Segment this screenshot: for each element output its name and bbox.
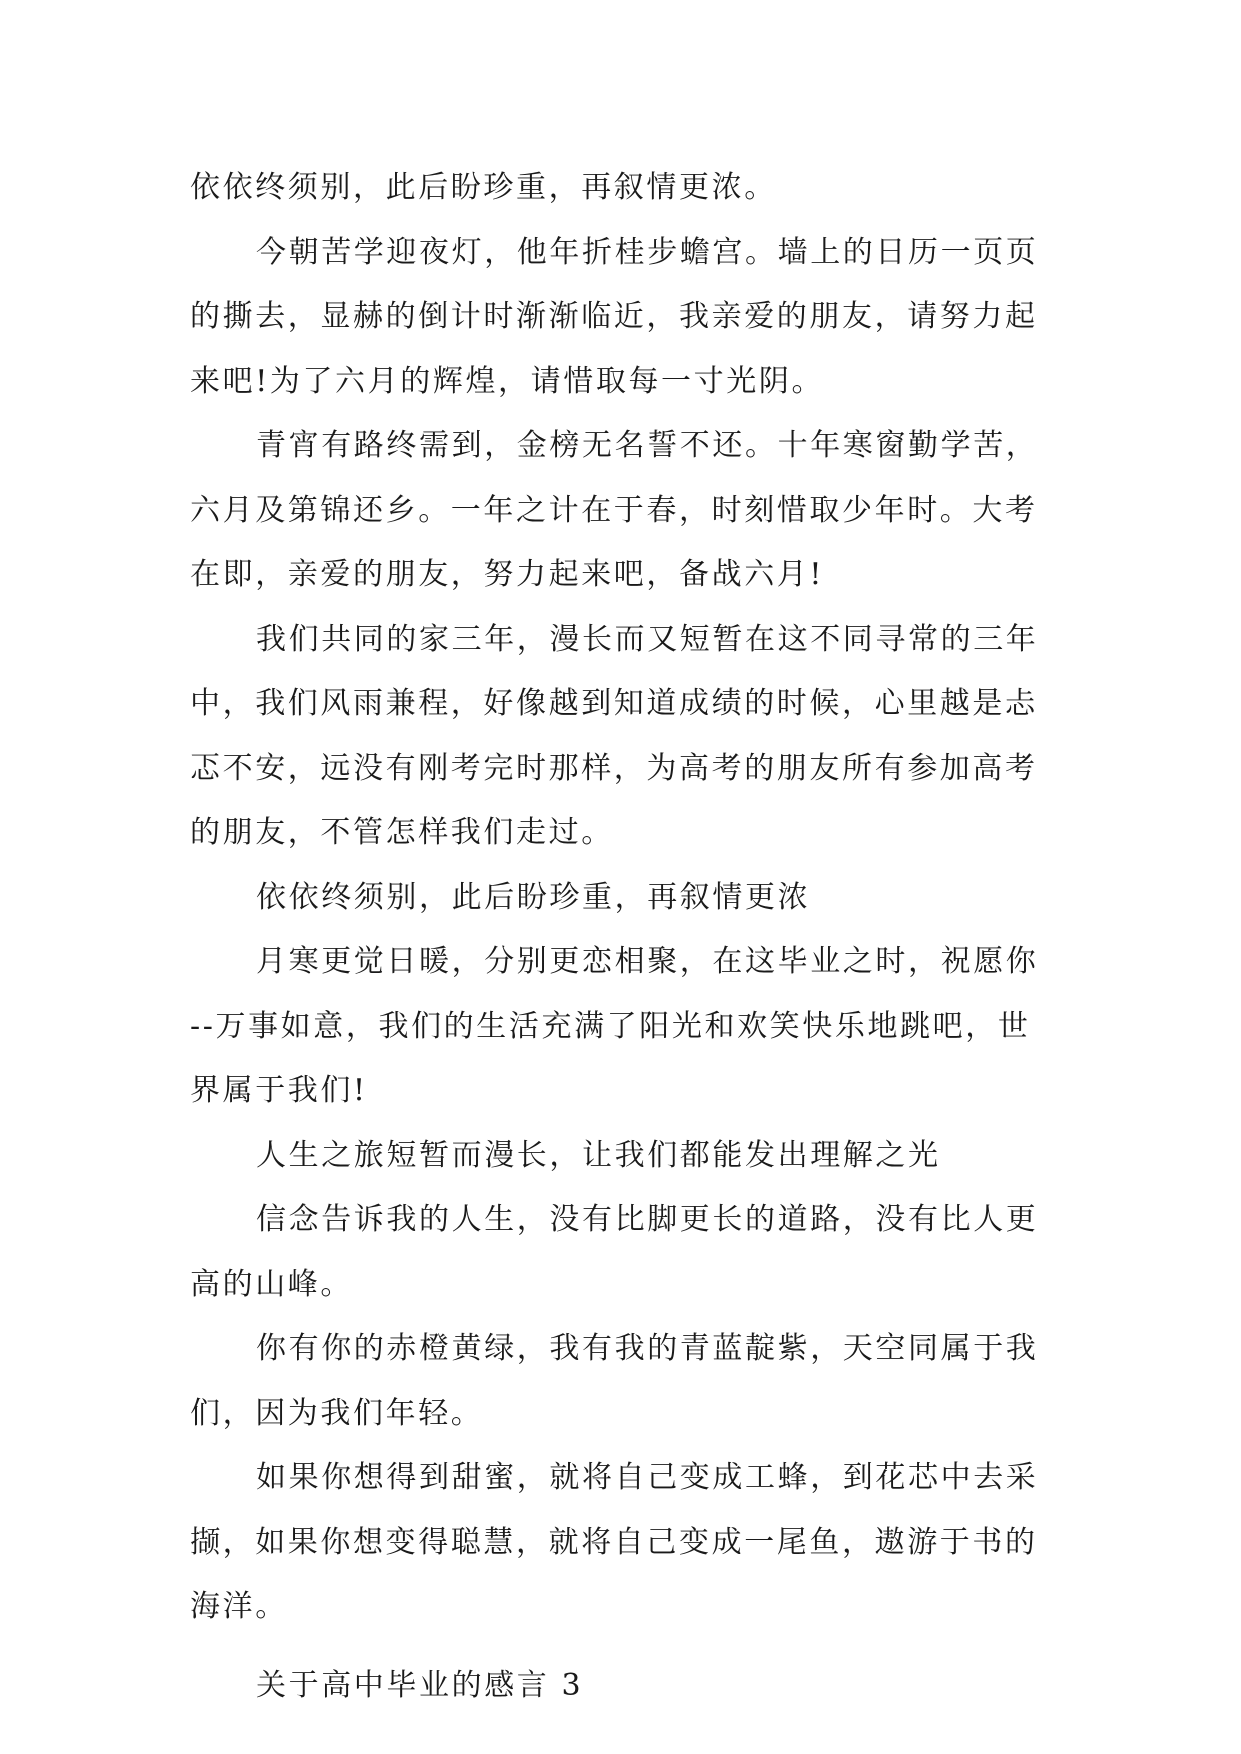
section-heading: 关于高中毕业的感言 3 — [256, 1667, 584, 1703]
text-line-11: 的朋友，不管怎样我们走过。 — [190, 815, 614, 850]
text-line-4: 来吧!为了六月的辉煌，请惜取每一寸光阴。 — [190, 363, 825, 399]
text-line-12: 依依终须别，此后盼珍重，再叙情更浓 — [256, 879, 811, 915]
text-line-5: 青宵有路终需到，金榜无名誓不还。十年寒窗勤学苦， — [256, 428, 1039, 463]
text-line-22: 撷，如果你想变得聪慧，就将自己变成一尾鱼，遨游于书的 — [190, 1524, 1038, 1560]
text-line-1: 依依终须别，此后盼珍重，再叙情更浓。 — [190, 170, 777, 205]
text-line-2: 今朝苦学迎夜灯，他年折桂步蟾宫。墙上的日历一页页 — [256, 234, 1039, 270]
text-line-16: 人生之旅短暂而漫长，让我们都能发出理解之光 — [256, 1137, 941, 1173]
text-line-10: 忑不安，远没有刚考完时那样，为高考的朋友所有参加高考 — [190, 750, 1038, 786]
text-line-8: 我们共同的家三年，漫长而又短暂在这不同寻常的三年 — [256, 621, 1039, 657]
text-line-13: 月寒更觉日暖，分别更恋相聚，在这毕业之时，祝愿你 — [256, 944, 1039, 979]
text-line-7: 在即，亲爱的朋友，努力起来吧，备战六月! — [190, 557, 825, 592]
document-body — [190, 156, 1050, 1718]
text-line-6: 六月及第锦还乡。一年之计在于春，时刻惜取少年时。大考 — [190, 492, 1038, 528]
text-line-3: 的撕去，显赫的倒计时渐渐临近，我亲爱的朋友，请努力起 — [190, 299, 1038, 334]
text-line-9: 中，我们风雨兼程，好像越到知道成绩的时候，心里越是忐 — [190, 686, 1038, 721]
text-line-15: 界属于我们! — [190, 1073, 368, 1108]
text-line-18: 高的山峰。 — [190, 1266, 353, 1302]
text-line-20: 们，因为我们年轻。 — [190, 1395, 484, 1431]
text-line-17: 信念告诉我的人生，没有比脚更长的道路，没有比人更 — [256, 1202, 1039, 1237]
text-line-21: 如果你想得到甜蜜，就将自己变成工蜂，到花芯中去采 — [256, 1460, 1039, 1495]
text-line-23: 海洋。 — [190, 1589, 288, 1624]
text-line-14: --万事如意，我们的生活充满了阳光和欢笑快乐地跳吧，世 — [190, 1008, 1031, 1044]
text-line-19: 你有你的赤橙黄绿，我有我的青蓝靛紫，天空同属于我 — [256, 1331, 1039, 1366]
